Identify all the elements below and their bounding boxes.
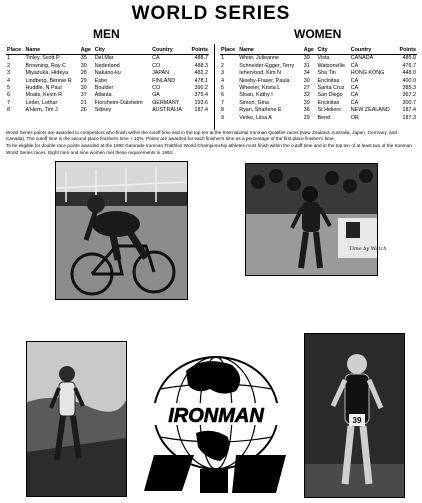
table-cell: Browning, Ray C	[25, 62, 66, 69]
column-header: City	[94, 47, 151, 55]
table-cell: 35	[80, 55, 87, 62]
table-row	[220, 85, 417, 92]
table-cell: GA	[152, 92, 160, 99]
table-row	[6, 92, 209, 99]
table-row	[220, 70, 417, 77]
table-cell: A'Hern, Tim J	[25, 107, 58, 114]
table-cell: 488.7	[194, 55, 208, 62]
table-cell: Vista	[317, 55, 330, 62]
table-cell: 30	[303, 55, 310, 62]
table-cell: Boulder	[94, 85, 114, 92]
note-paragraph: To be eligible for double race points awarded at the 1992 Gatorade Ironman Triathlon World Championship athletes must finish within the cutoff time and in the top ten of at least two of the Ironman World Series races. Eight men and nine women met these requirements in 1992.	[6, 143, 412, 155]
table-cell: Bend	[317, 114, 331, 121]
table-cell: CA	[350, 99, 359, 106]
table-cell: Atlanta	[94, 92, 112, 99]
table-cell: 21	[80, 99, 87, 106]
table-cell: OR	[350, 114, 359, 121]
table-cell: 28	[80, 70, 87, 77]
table-cell: Schneider-Egger, Terry	[239, 62, 295, 69]
column-header: City	[317, 47, 350, 55]
table-row	[220, 92, 417, 99]
table-cell: 37	[80, 92, 87, 99]
table-cell: 29	[303, 114, 310, 121]
table-cell: 6	[7, 92, 10, 99]
table-row	[6, 55, 209, 63]
column-header: Place	[6, 47, 24, 55]
table-cell: 187.4	[194, 107, 208, 114]
column-header: Country	[350, 47, 396, 55]
table-cell: 1	[7, 55, 10, 62]
women-results-table	[220, 47, 417, 122]
table-cell: 6	[221, 92, 224, 99]
table-cell: 26	[80, 107, 87, 114]
table-cell: Santa Cruz	[317, 85, 345, 92]
table-cell: 300.7	[402, 99, 416, 106]
table-cell: 478.1	[194, 77, 208, 84]
table-cell: 36	[303, 107, 310, 114]
column-divider	[214, 44, 215, 130]
table-cell: AUSTRALIA	[152, 107, 183, 114]
table-cell: 485.0	[402, 55, 416, 62]
table-header-row	[6, 47, 209, 55]
table-cell: 187.4	[402, 107, 416, 114]
table-row	[220, 55, 417, 63]
table-cell: 488.3	[194, 62, 208, 69]
table-cell: CA	[152, 55, 160, 62]
table-header-row	[220, 47, 417, 55]
table-cell: CANADA	[350, 55, 374, 62]
table-row	[220, 78, 417, 85]
table-cell: White, Julieanne	[239, 55, 280, 62]
table-cell: 8	[221, 107, 224, 114]
table-cell: 29	[80, 77, 87, 84]
column-header: Name	[238, 47, 303, 55]
table-cell: Encinitas	[317, 99, 340, 106]
table-cell: Tinley, Scott P	[25, 55, 60, 62]
table-cell: 39	[303, 99, 310, 106]
table-cell: 3	[7, 70, 10, 77]
table-cell: Florsheim-Dalsheim	[94, 99, 143, 106]
table-cell: 7	[221, 99, 224, 106]
table-cell: 5	[7, 85, 10, 92]
table-row	[6, 63, 209, 70]
table-cell: 3	[221, 70, 224, 77]
table-cell: 367.2	[402, 92, 416, 99]
table-cell: 27	[303, 85, 310, 92]
table-cell: Esbo	[94, 77, 108, 84]
table-cell: HONG KONG	[350, 70, 385, 77]
table-cell: CA	[350, 62, 359, 69]
table-cell: 30	[80, 85, 87, 92]
table-cell: 4	[221, 77, 224, 84]
female-runner-photo	[245, 163, 387, 276]
table-cell: 1	[221, 55, 224, 62]
table-cell: 482.2	[194, 70, 208, 77]
table-cell: Ryan, Sharlene E	[239, 107, 282, 114]
table-cell: CA	[350, 77, 359, 84]
table-cell: Sidney	[94, 107, 112, 114]
table-cell: NEW ZEALAND	[350, 107, 390, 114]
table-cell: San Diego	[317, 92, 343, 99]
table-cell: Wheeler, Krista L	[239, 85, 281, 92]
table-cell: Leder, Lothar	[25, 99, 58, 106]
table-cell: 30	[303, 77, 310, 84]
table-cell: Lindberg, Bennie R	[25, 77, 72, 84]
table-cell: Miyazuka, Hideya	[25, 70, 69, 77]
table-cell: Nederland	[94, 62, 120, 69]
table-cell: 476.7	[402, 62, 416, 69]
page-title: WORLD SERIES	[131, 3, 291, 24]
table-row	[6, 107, 209, 114]
table-cell: Moats, Kevin R	[25, 92, 63, 99]
table-cell: 8	[7, 107, 10, 114]
men-heading: MEN	[93, 27, 120, 41]
table-row	[220, 115, 417, 122]
table-cell: 193.6	[194, 99, 208, 106]
cyclist-photo	[55, 161, 188, 300]
table-cell: Nakano-ku	[94, 70, 121, 77]
race-bib-number: 39	[352, 416, 362, 425]
table-cell: Del Mar	[94, 55, 114, 62]
eligibility-notes	[6, 130, 416, 157]
men-results-table	[6, 47, 209, 115]
table-cell: Watsonville	[317, 62, 345, 69]
table-cell: 5	[221, 85, 224, 92]
finish-banner-text: Time by Watch	[349, 246, 387, 252]
table-row	[220, 107, 417, 114]
table-row	[6, 78, 209, 85]
column-header: Name	[24, 47, 79, 55]
table-cell: Simon, Gina	[239, 99, 269, 106]
table-cell: 7	[7, 99, 10, 106]
column-header: Points	[396, 47, 417, 55]
table-cell: 4	[7, 77, 10, 84]
table-cell: JAPAN	[152, 70, 170, 77]
male-runner-photo	[26, 341, 127, 497]
table-row	[220, 63, 417, 70]
table-row	[6, 100, 209, 107]
women-heading: WOMEN	[294, 27, 342, 41]
table-cell: 375.4	[194, 92, 208, 99]
table-cell: CO	[152, 62, 161, 69]
table-cell: 31	[303, 62, 310, 69]
table-cell: 9	[221, 114, 224, 121]
table-cell: Sloan, Kathy I	[239, 92, 273, 99]
ironman-logo	[136, 343, 294, 498]
column-header: Country	[151, 47, 188, 55]
table-cell: CA	[350, 85, 359, 92]
table-row	[6, 85, 209, 92]
table-cell: CA	[350, 92, 359, 99]
table-cell: FINLAND	[152, 77, 176, 84]
table-cell: Iehervood, Kim N	[239, 70, 281, 77]
table-cell: St Heliers	[317, 107, 341, 114]
table-cell: 32	[303, 92, 310, 99]
table-row	[220, 100, 417, 107]
table-cell: Sha Tin	[317, 70, 336, 77]
table-cell: 448.0	[402, 70, 416, 77]
column-header: Age	[303, 47, 317, 55]
table-cell: 30	[80, 62, 87, 69]
ironman-logo-text: IRONMAN	[168, 405, 264, 427]
column-header: Age	[80, 47, 94, 55]
table-cell: Huddle, N Paul	[25, 85, 62, 92]
table-cell: 187.3	[402, 114, 416, 121]
table-row	[6, 70, 209, 77]
table-cell: Verke, Liisa A	[239, 114, 272, 121]
column-header: Points	[188, 47, 209, 55]
table-cell: 390.2	[194, 85, 208, 92]
table-cell: 385.3	[402, 85, 416, 92]
table-cell: Encinitas	[317, 77, 340, 84]
column-header: Place	[220, 47, 238, 55]
table-cell: 400.0	[402, 77, 416, 84]
table-cell: 2	[221, 62, 224, 69]
table-cell: CO	[152, 85, 161, 92]
table-cell: GERMANY	[152, 99, 180, 106]
table-cell: Newby-Fraser, Paula	[239, 77, 290, 84]
table-cell: 2	[7, 62, 10, 69]
note-paragraph: World Series points are awarded to competitors who finish within the cutoff time and in the top ten at the International Ironman Qualifier races (New Zealand, Australia, Japan, Germany, and Canada). The cutoff time is the second place finisher's time + 10%. Points are awarded for each finisher's time as a percentage of the first place finisher's time.	[6, 130, 397, 142]
bib-runner-photo	[304, 333, 405, 498]
table-cell: 34	[303, 70, 310, 77]
